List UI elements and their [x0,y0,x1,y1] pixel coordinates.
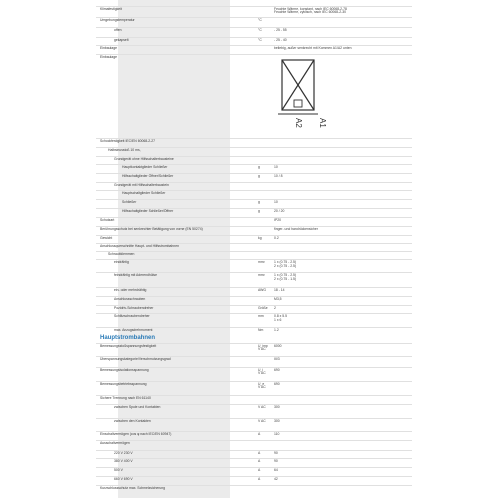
spec-unit: Größe [258,306,268,310]
spec-row [96,404,412,409]
spec-unit: °C [258,28,262,32]
spec-label: Anschlussquerschnitte Haupt- und Hilfsstrombahnen [100,244,179,248]
section-title-hauptstrombahnen: Hauptstrombahnen [100,335,156,341]
spec-unit: AWG [258,288,266,292]
spec-unit: V AC [258,419,266,423]
spec-label: Bemessungsisolationsspannung [100,368,149,372]
spec-value: Feuchte Wärme, zyklisch, nach IEC 60068-2-30 [274,10,346,14]
spec-row [96,381,412,386]
spec-label: Anschlussschrauben [114,297,146,301]
spec-value: finger- und handrückensicher [274,227,318,231]
label-column-shade [118,0,230,498]
spec-label: Einbaulage [100,46,117,50]
spec-unit: g [258,174,260,178]
spec-row [96,450,412,455]
spec-label: Schutzart [100,218,115,222]
spec-unit: °C [258,18,262,22]
spec-value: 10 / 8 [274,174,283,178]
spec-label: Überspannungskategorie/Verschmutzungsgrad [100,357,171,361]
spec-value: - 25 - 40 [274,38,287,42]
spec-label: Umgebungstemperatur [100,18,135,22]
spec-label: Halbsinusstoß 10 ms, [108,148,141,152]
spec-label: Hilfsschaltglieder Schließer/Öffner [122,209,174,213]
spec-row [96,138,412,143]
spec-row [96,313,412,318]
spec-label: Hauptkontaktglieder Schließer [122,165,168,169]
spec-label: feindrähtig mit Aderendhülse [114,273,157,277]
spec-value: - 25 - 55 [274,28,287,32]
spec-unit: g [258,209,260,213]
spec-row [96,173,412,178]
spec-label: Schließer [122,200,137,204]
spec-label: Bemessungsbetriebsspannung [100,382,147,386]
spec-unit: mm² [258,273,265,277]
spec-label: max. Anzugsdrehmoment [114,328,153,332]
spec-row [96,467,412,472]
spec-value: 90 [274,459,278,463]
spec-value: 690 [274,368,280,372]
spec-label: Kurzschlussschutz max. Schmelzsicherung [100,486,166,490]
spec-row [96,27,412,32]
spec-unit: A [258,459,261,463]
spec-label: Einschaltvermögen (cos φ nach IEC/EN 60947) [100,432,172,436]
spec-row [96,54,412,59]
spec-row [96,296,412,301]
spec-value: 10 [274,200,278,204]
spec-value: beliebig, außer senkrecht mit Kommen A1/A2 unten [274,46,352,50]
spec-unit: kg [258,236,262,240]
spec-label: gekapselt [114,38,129,42]
spec-row [96,431,412,436]
spec-row [96,305,412,310]
spec-unit: °C [258,38,262,42]
spec-label: Einbaulage [100,55,117,59]
spec-row [96,156,412,161]
spec-row [96,190,412,195]
spec-label: Schraubklemmen [108,252,135,256]
spec-unit: mm² [258,260,265,264]
spec-label: Pozidriv-Schraubendreher [114,306,154,310]
spec-label: 500 V [114,468,123,472]
spec-row [96,6,412,11]
spec-value: M3,5 [274,297,282,301]
spec-label: Hilfsschaltglieder Öffner/Schließer [122,174,174,178]
spec-row [96,458,412,463]
spec-row [96,251,412,256]
spec-label: offen [114,28,122,32]
spec-row [96,485,412,490]
spec-row [96,367,412,372]
spec-unit: V AC [258,371,266,375]
spec-label: zwischen den Kontakten [114,419,151,423]
spec-row [96,147,412,152]
label-a1: A1 [318,118,327,128]
spec-row [96,476,412,481]
spec-row [96,17,412,22]
spec-value: 64 [274,468,278,472]
spec-value: 1.2 [274,328,279,332]
spec-unit: A [258,477,261,481]
spec-value: 6000 [274,344,282,348]
spec-value: 10 [274,165,278,169]
spec-row [96,45,412,50]
spec-row [96,343,412,348]
spec-value: Feuchte Wärme, konstant, nach IEC 60068-2-78 [274,7,347,11]
spec-value: 1 x 6 [274,318,282,322]
spec-row [96,272,412,277]
spec-value: 2 [274,306,276,310]
spec-label: Grundgerät ohne Hilfsschalterbausteine [114,157,174,161]
spec-unit: A [258,451,261,455]
spec-label: eindrähtig [114,260,129,264]
terminal-box [294,100,302,107]
spec-value: 1 x (0.75 - 2.5) [274,273,297,277]
spec-label: Schockfestigkeit IEC/EN 60068-2-27 [100,139,156,143]
spec-label: 220 V 230 V [114,451,133,455]
spec-unit: V AC [258,385,266,389]
spec-unit: Nm [258,328,264,332]
spec-label: 380 V 400 V [114,459,133,463]
spec-row [96,259,412,264]
spec-value: 18 - 14 [274,288,285,292]
spec-value: 300 [274,405,280,409]
spec-value: 42 [274,477,278,481]
spec-row [96,217,412,222]
spec-row [96,418,412,423]
spec-label: zwischen Spule und Kontakten [114,405,161,409]
mounting-position-diagram [276,56,338,136]
spec-value: 1 x (0.75 - 2.5) [274,260,297,264]
spec-unit: A [258,468,261,472]
spec-row [96,287,412,292]
spec-row [96,356,412,361]
spec-row [96,440,412,445]
spec-label: Schlitzschraubendreher [114,314,150,318]
spec-unit: g [258,165,260,169]
spec-value: 0.2 [274,236,279,240]
spec-value: 20 / 20 [274,209,285,213]
spec-label: Ausschaltvermögen [100,441,130,445]
spec-value: III/3 [274,357,280,361]
spec-label: Klimafestigkeit [100,7,122,11]
spec-unit: g [258,200,260,204]
spec-label: Sichere Trennung nach EN 61140 [100,396,151,400]
spec-label: Gewicht [100,236,113,240]
spec-value: IP20 [274,218,281,222]
spec-label: ein- oder mehrdrähtig [114,288,147,292]
spec-value: 0.8 x 5.5 [274,314,288,318]
spec-unit: mm [258,314,264,318]
spec-label: 660 V 690 V [114,477,133,481]
spec-unit: A [258,432,261,436]
spec-row [96,37,412,42]
label-a2: A2 [294,118,303,128]
spec-row [96,243,412,248]
spec-row [96,327,412,332]
spec-label: Grundgerät mit Hilfsschalterbaustein [114,183,169,187]
spec-row [96,395,412,400]
spec-unit: V AC [258,347,266,351]
spec-unit: U_imp [258,344,268,348]
spec-row [96,235,412,240]
spec-row [96,208,412,213]
spec-label: Bemessungsstoßspannungsfestigkeit [100,344,157,348]
spec-label: Berührungsschutz bei senkrechter Betätigung von vorne (EN 50274) [100,227,203,231]
spec-unit: U_e [258,382,265,386]
spec-row [96,182,412,187]
spec-value: 300 [274,419,280,423]
spec-value: 110 [274,432,280,436]
spec-row [96,226,412,231]
spec-value: 690 [274,382,280,386]
spec-label: Hauptschaltglieder Schließer [122,191,166,195]
spec-value: 2 x (0.75 - 2.5) [274,264,297,268]
spec-unit: V AC [258,405,266,409]
spec-value: 90 [274,451,278,455]
spec-unit: U_i [258,368,264,372]
spec-row [96,164,412,169]
spec-value: 2 x (0.75 - 1.5) [274,277,297,281]
spec-row [96,199,412,204]
